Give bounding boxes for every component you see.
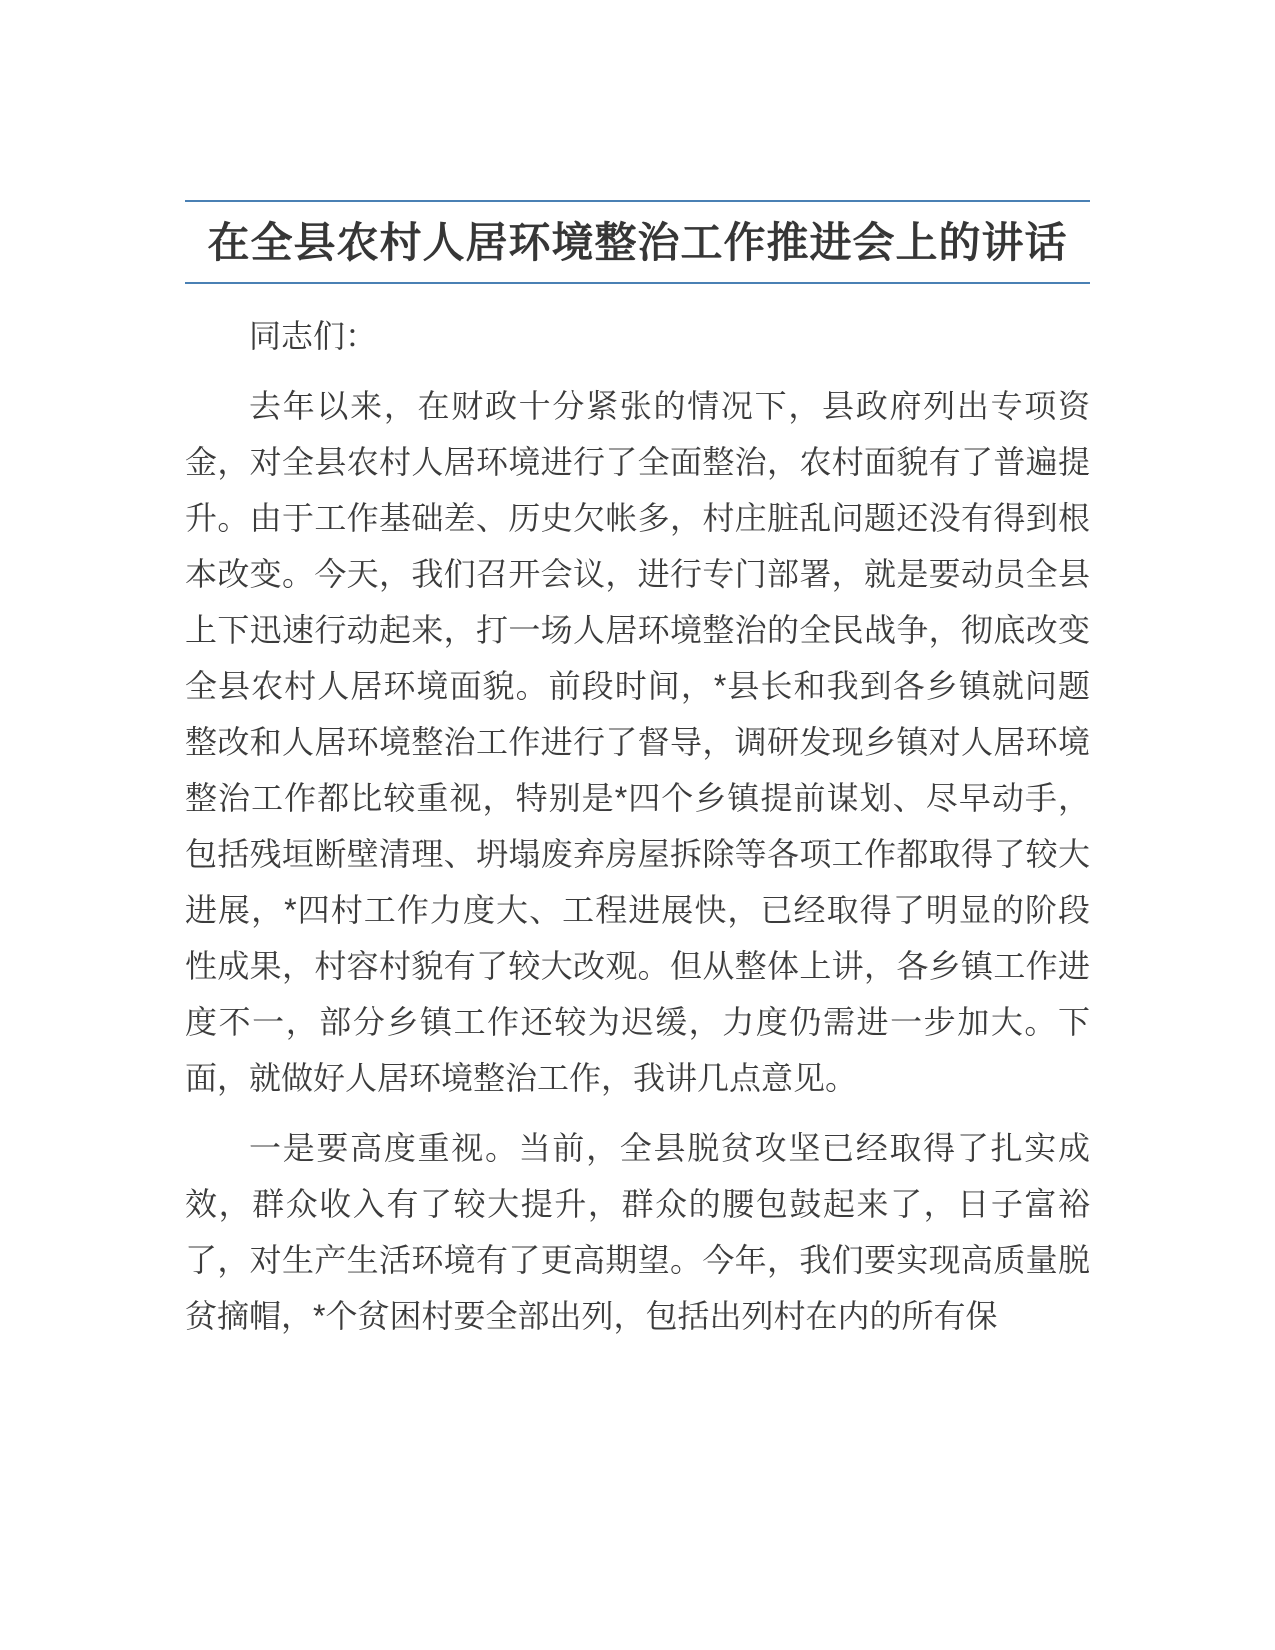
paragraph-body-2: 一是要高度重视。当前，全县脱贫攻坚已经取得了扎实成效，群众收入有了较大提升，群众的腰包鼓起来了，日子富裕了，对生产生活环境有了更高期望。今年，我们要实现高质量脱贫摘帽，*个贫困村要全部出列，包括出列村在内的所有保 xyxy=(185,1130,1090,1334)
document-body xyxy=(185,308,1090,1344)
paragraph-salutation: 同志们： xyxy=(249,318,378,354)
document-content xyxy=(185,0,1090,1344)
document-title: 在全县农村人居环境整治工作推进会上的讲话 xyxy=(207,219,1068,266)
paragraph-body-1: 去年以来，在财政十分紧张的情况下，县政府列出专项资金，对全县农村人居环境进行了全面整治，农村面貌有了普遍提升。由于工作基础差、历史欠帐多，村庄脏乱问题还没有得到根本改变。今天，我们召开会议，进行专门部署，就是要动员全县上下迅速行动起来，打一场人居环境整治的全民战争，彻底改变全县农村人居环境面貌。前段时间，*县长和我到各乡镇就问题整改和人居环境整治工作进行了督导，调研发现乡镇对人居环境整治工作都比较重视，特别是*四个乡镇提前谋划、尽早动手，包括残垣断壁清理、坍塌废弃房屋拆除等各项工作都取得了较大进展，*四村工作力度大、工程进展快，已经取得了明显的阶段性成果，村容村貌有了较大改观。但从整体上讲，各乡镇工作进度不一，部分乡镇工作还较为迟缓，力度仍需进一步加大。下面，就做好人居环境整治工作，我讲几点意见。 xyxy=(185,388,1090,1096)
title-block xyxy=(185,200,1090,284)
